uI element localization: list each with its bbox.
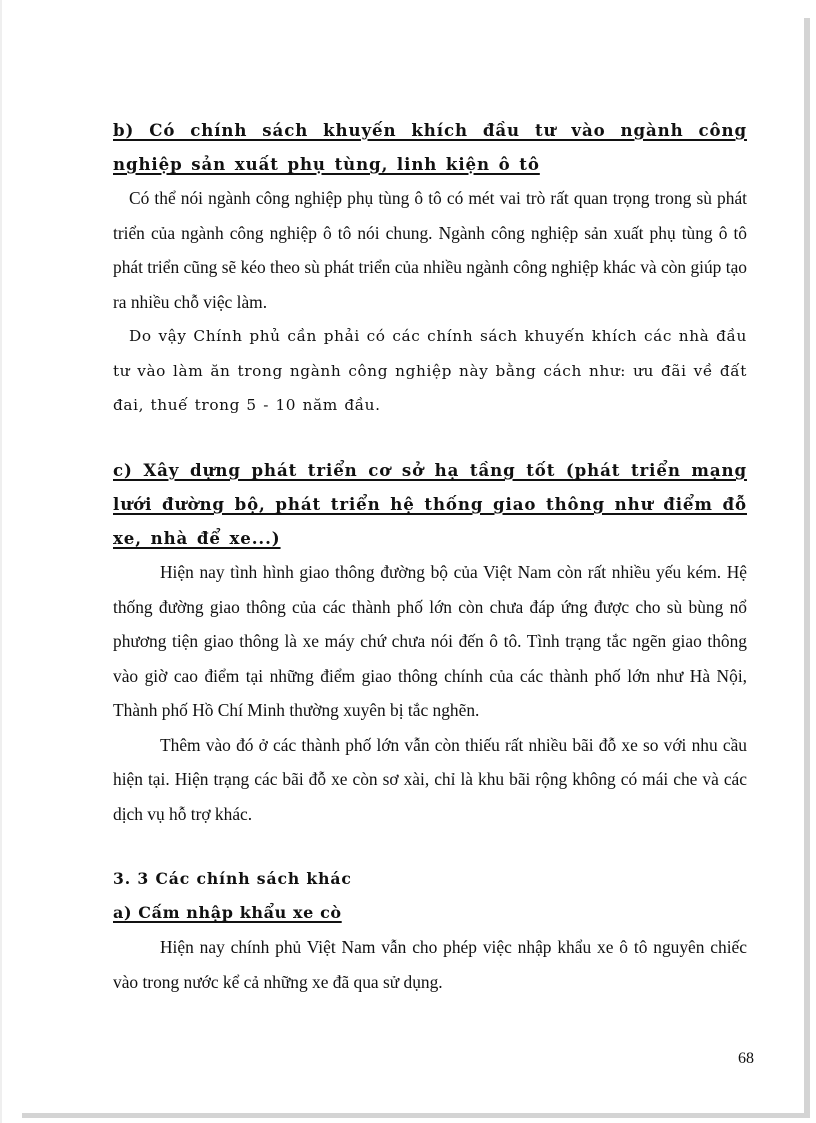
paragraph-c2: Thêm vào đó ở các thành phố lớn vẫn còn thiếu rất nhiều bãi đỗ xe so với nhu cầu hiện tại. Hiện trạng các bãi đỗ xe còn sơ xài, chỉ là khu bãi rộng không có mái che và các dịch vụ hỗ trợ khác. [113,734,747,824]
heading-c [113,453,747,555]
heading-b-text: b) Có chính sách khuyến khích đầu tư vào ngành công nghiệp sản xuất phụ tùng, linh kiện ô tô [113,120,747,174]
paragraph-a1: Hiện nay chính phủ Việt Nam vẫn cho phép việc nhập khẩu xe ô tô nguyên chiếc vào trong nước kể cả những xe đã qua sử dụng. [113,937,747,992]
spacer [113,831,747,862]
heading-a-text: a) Cấm nhập khẩu xe cò [113,903,342,923]
page-left-edge [0,0,2,1123]
paragraph-b2: Do vậy Chính phủ cần phải có các chính sách khuyến khích các nhà đầu tư vào làm ăn trong ngành công nghiệp này bằng cách như: ưu đãi về đất đai, thuế trong 5 - 10 năm đầu. [113,327,747,415]
page-number: 68 [738,1050,754,1067]
heading-b [113,113,747,181]
spacer [113,423,747,453]
heading-a [113,896,747,930]
document-body [113,113,747,999]
section-title-3-3: 3. 3 Các chính sách khác [113,869,352,889]
paragraph-c1: Hiện nay tình hình giao thông đường bộ của Việt Nam còn rất nhiều yếu kém. Hệ thống đường giao thông của các thành phố lớn còn chưa đáp ứng được cho sù bùng nổ phương tiện giao thông là xe máy chứ chưa nói đến ô tô. Tình trạng tắc ngẽn giao thông vào giờ cao điểm tại những điểm giao thông chính của các thành phố lớn như Hà Nội, Thành phố Hồ Chí Minh thường xuyên bị tắc nghẽn. [113,562,747,721]
page-right-shadow [804,18,810,1114]
paragraph-b1: Có thể nói ngành công nghiệp phụ tùng ô tô có mét vai trò rất quan trọng trong sù phát triển của ngành công nghiệp ô tô nói chung. Ngành công nghiệp sản xuất phụ tùng ô tô phát triển cũng sẽ kéo theo sù phát triển của nhiều ngành công nghiệp khác và còn giúp tạo ra nhiều chỗ việc làm. [113,188,747,312]
heading-c-text: c) Xây dựng phát triển cơ sở hạ tầng tốt (phát triển mạng lưới đường bộ, phát triển hệ thống giao thông như điểm đỗ xe, nhà để xe...) [113,460,747,549]
page-bottom-shadow [22,1113,810,1118]
